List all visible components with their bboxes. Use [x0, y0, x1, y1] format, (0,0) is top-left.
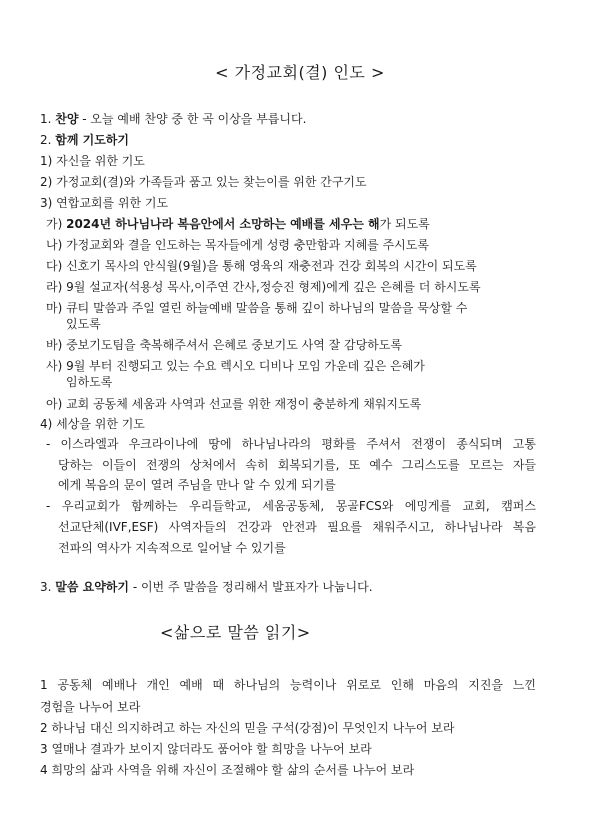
sub-marker: 가) — [46, 217, 67, 231]
prayer-world-1: - 이스라엘과 우크라이나에 땅에 하나님나라의 평화를 주셔서 전쟁이 종식되며 고통 — [46, 437, 536, 451]
prayer-church-sa-cont: 임하도록 — [66, 375, 113, 389]
question-1-cont: 경험을 나누어 보라 — [40, 700, 141, 714]
item-summary — [40, 579, 373, 595]
item-heading: 함께 기도하기 — [55, 133, 129, 147]
prayer-church-ma-cont: 있도록 — [66, 317, 101, 331]
prayer-world-1-cont: 당하는 이들이 전쟁의 상처에서 속히 회복되기를, 또 예수 그리스도를 모르는 자들 — [58, 458, 536, 472]
prayer-self: 1) 자신을 위한 기도 — [40, 154, 145, 168]
prayer-church-ga — [46, 216, 430, 232]
item-heading: 말씀 요약하기 — [55, 580, 129, 594]
prayer-church-sa: 사) 9월 부터 진행되고 있는 수요 렉시오 디비나 모임 가운데 깊은 은혜가 — [46, 359, 425, 373]
item-text: - 이번 주 말씀을 정리해서 발표자가 나눕니다. — [129, 580, 373, 594]
prayer-world-1-cont2: 에게 복음의 문이 열려 주님을 만나 알 수 있게 되기를 — [58, 478, 336, 492]
item-number: 3. — [40, 580, 56, 594]
prayer-church-na: 나) 가정교회와 결을 인도하는 목자들에게 성령 충만함과 지혜를 주시도록 — [46, 238, 429, 252]
prayer-church-ba: 바) 중보기도팀을 축복해주셔서 은혜로 중보기도 사역 잘 감당하도록 — [46, 338, 402, 352]
prayer-world-2-cont2: 전파의 역사가 지속적으로 일어날 수 있기를 — [58, 541, 286, 555]
item-text: - 오늘 예배 찬양 중 한 곡 이상을 부릅니다. — [78, 112, 307, 126]
question-2: 2 하나님 대신 의지하려고 하는 자신의 믿을 구석(강점)이 무엇인지 나누어 보라 — [40, 721, 455, 735]
item-pray-together — [40, 132, 129, 148]
question-1: 1 공동체 예배나 개인 예배 때 하나님의 능력이나 위로로 인해 마음의 지진을 느낀 — [40, 678, 536, 692]
prayer-church: 3) 연합교회를 위한 기도 — [40, 196, 169, 210]
prayer-church-da: 다) 신호기 목사의 안식월(9월)을 통해 영육의 재충전과 건강 회복의 시간이 되도록 — [46, 259, 477, 273]
prayer-house-church: 2) 가정교회(결)와 가족들과 품고 있는 찾는이를 위한 간구기도 — [40, 175, 367, 189]
item-praise — [40, 111, 306, 127]
item-number: 2. — [40, 133, 56, 147]
prayer-world-2: - 우리교회가 함께하는 우리들학교, 세움공동체, 몽골FCS와 에밍게를 교회, 캠퍼스 — [46, 499, 536, 513]
sub-emphasis: 2024년 하나님나라 복음안에서 소망하는 예배를 세우는 해 — [66, 217, 380, 231]
prayer-church-a: 아) 교회 공동체 세움과 사역과 선교를 위한 재정이 충분하게 채워지도록 — [46, 397, 422, 411]
prayer-church-ra: 라) 9월 설교자(석용성 목사,이주연 간사,정승진 형제)에게 깊은 은혜를 더 하시도록 — [46, 280, 481, 294]
prayer-church-ma: 마) 큐티 말씀과 주일 열린 하늘예배 말씀을 통해 깊이 하나님의 말씀을 묵상할 수 — [46, 301, 468, 315]
item-number: 1. — [40, 112, 56, 126]
question-3: 3 열매나 결과가 보이지 않더라도 품어야 할 희망을 나누어 보라 — [40, 742, 372, 756]
question-4: 4 희망의 삶과 사역을 위해 자신이 조절해야 할 삶의 순서를 나누어 보라 — [40, 763, 415, 777]
prayer-world: 4) 세상을 위한 기도 — [40, 417, 145, 431]
prayer-world-2-cont: 선교단체(IVF,ESF) 사역자들의 건강과 안전과 필요를 채워주시고, 하나님나라 복음 — [58, 520, 536, 534]
sub-text: 가 되도록 — [379, 217, 430, 231]
section-title-word-in-life: <삶으로 말씀 읽기> — [160, 623, 311, 642]
item-heading: 찬양 — [55, 112, 79, 126]
section-title-house-church: < 가정교회(결) 인도 > — [215, 63, 385, 82]
